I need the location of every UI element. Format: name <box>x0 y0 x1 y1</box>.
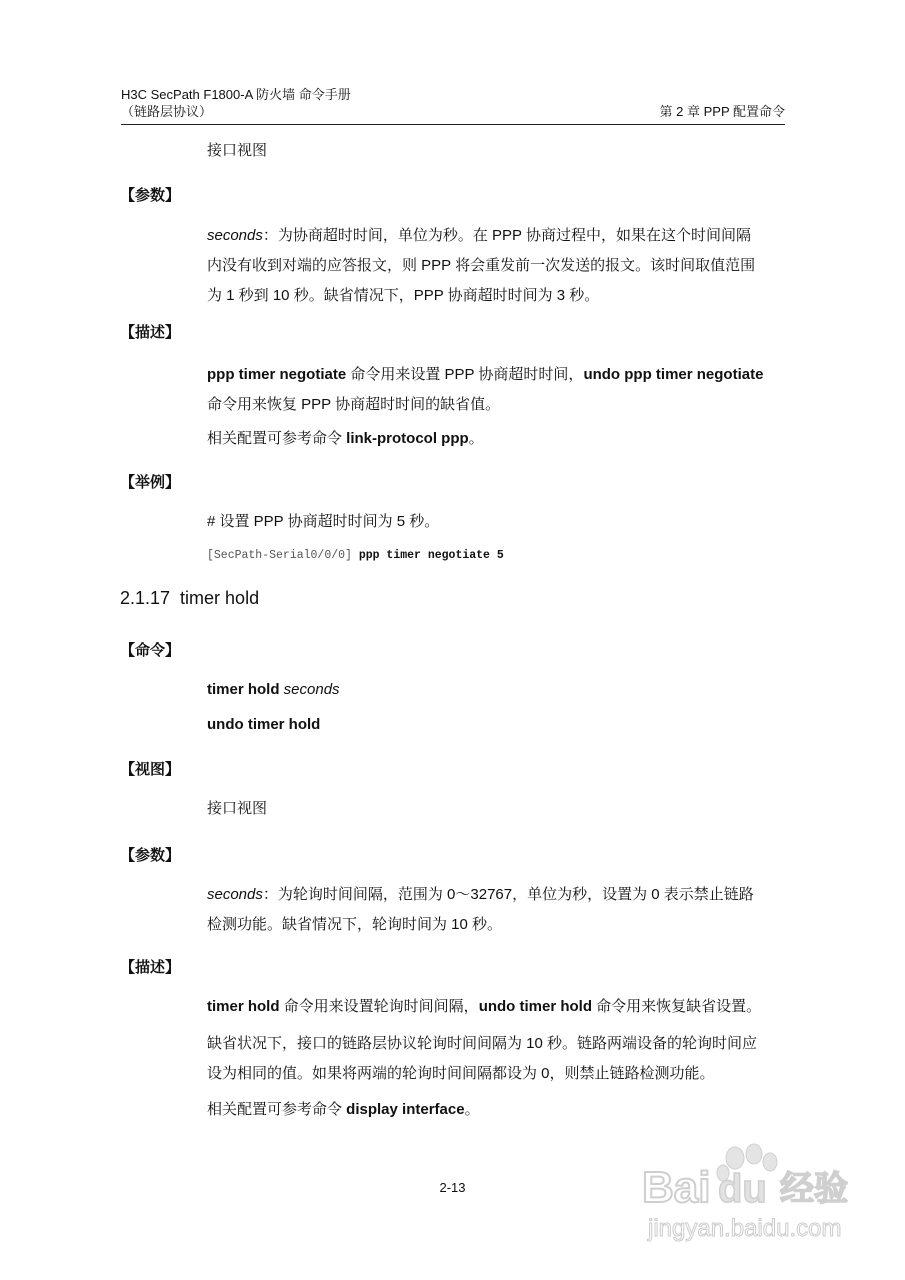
param-name: seconds <box>207 227 263 244</box>
section-number: 2.1.17 <box>120 588 171 608</box>
command-syntax <box>207 680 340 700</box>
desc-line-2-1 <box>207 997 761 1017</box>
page-header <box>121 86 785 125</box>
ref-command-2: display interface <box>346 1101 465 1118</box>
ref-paragraph <box>207 424 785 454</box>
watermark-brand-cn: 经验 <box>780 1169 848 1209</box>
watermark-brand2: du <box>718 1167 767 1211</box>
example-comment: # 设置 PPP 协商超时时间为 5 秒。 <box>207 513 440 530</box>
desc-label-2: 【描述】 <box>120 959 181 976</box>
example-label: 【举例】 <box>120 474 181 491</box>
ref-command: link-protocol ppp <box>346 430 469 447</box>
ref-suffix: 。 <box>468 430 484 447</box>
desc-text-2a: 命令用来设置轮询时间间隔， <box>279 998 479 1015</box>
watermark-brand: Bai <box>642 1163 711 1212</box>
desc-line2: 命令用来恢复 PPP 协商超时时间的缺省值。 <box>207 396 501 413</box>
undo-cmd-name: undo ppp timer negotiate <box>583 366 764 383</box>
ref-prefix: 相关配置可参考命令 <box>207 430 347 447</box>
code-command: ppp timer negotiate 5 <box>358 549 504 562</box>
desc-p2-line1: 缺省状况下，接口的链路层协议轮询时间间隔为 10 秒。链路两端设备的轮询时间应 <box>207 1035 758 1052</box>
manual-title: H3C SecPath F1800-A 防火墙 命令手册 <box>121 87 351 102</box>
page-number: 2-13 <box>439 1180 466 1195</box>
section-title: timer hold <box>180 588 260 608</box>
watermark-url: jingyan.baidu.com <box>648 1215 842 1242</box>
section-heading <box>120 586 259 610</box>
cmd-name-2: timer hold <box>207 998 280 1015</box>
undo-command-syntax: undo timer hold <box>207 716 321 733</box>
params-paragraph <box>207 221 785 311</box>
ref-paragraph-2 <box>207 1100 480 1120</box>
code-prompt: [SecPath-Serial0/0/0] <box>207 549 359 562</box>
ref-prefix-2: 相关配置可参考命令 <box>207 1101 347 1118</box>
params-paragraph-2 <box>207 880 785 940</box>
undo-cmd-name-2: undo timer hold <box>478 998 593 1015</box>
desc-paragraph <box>207 360 785 420</box>
view-text-2: 接口视图 <box>207 800 268 817</box>
param-name-2: seconds <box>207 886 263 903</box>
cmd-name: ppp timer negotiate <box>207 366 347 383</box>
desc-p2-line2: 设为相同的值。如果将两端的轮询时间间隔都设为 0，则禁止链路检测功能。 <box>207 1065 715 1082</box>
view-text: 接口视图 <box>207 142 268 159</box>
desc-label: 【描述】 <box>120 324 181 341</box>
desc-paragraph-2 <box>207 1029 785 1089</box>
desc-text: 命令用来设置 PPP 协商超时时间， <box>346 366 584 383</box>
desc-text-2b: 命令用来恢复缺省设置。 <box>592 998 762 1015</box>
param-desc-line3: 为 1 秒到 10 秒。缺省情况下，PPP 协商超时时间为 3 秒。 <box>207 287 600 304</box>
manual-subtitle: （链路层协议） <box>121 104 213 119</box>
example-code <box>207 548 504 564</box>
chapter-title: 第 2 章 PPP 配置命令 <box>659 104 785 119</box>
command-keyword: timer hold <box>207 681 284 698</box>
param-desc-2-line1: ：为轮询时间间隔，范围为 0～32767，单位为秒，设置为 0 表示禁止链路 <box>262 886 754 903</box>
command-arg: seconds <box>283 681 340 698</box>
params-label-2: 【参数】 <box>120 847 181 864</box>
command-label: 【命令】 <box>120 642 181 659</box>
param-desc-2-line2: 检测功能。缺省情况下，轮询时间为 10 秒。 <box>207 916 503 933</box>
view-label: 【视图】 <box>120 761 181 778</box>
param-desc-line1: ：为协商超时时间，单位为秒。在 PPP 协商过程中，如果在这个时间间隔 <box>262 227 751 244</box>
ref-suffix-2: 。 <box>464 1101 480 1118</box>
baidu-jingyan-watermark <box>640 1140 890 1250</box>
param-desc-line2: 内没有收到对端的应答报文，则 PPP 将会重发前一次发送的报文。该时间取值范围 <box>207 257 756 274</box>
params-label: 【参数】 <box>120 187 181 204</box>
